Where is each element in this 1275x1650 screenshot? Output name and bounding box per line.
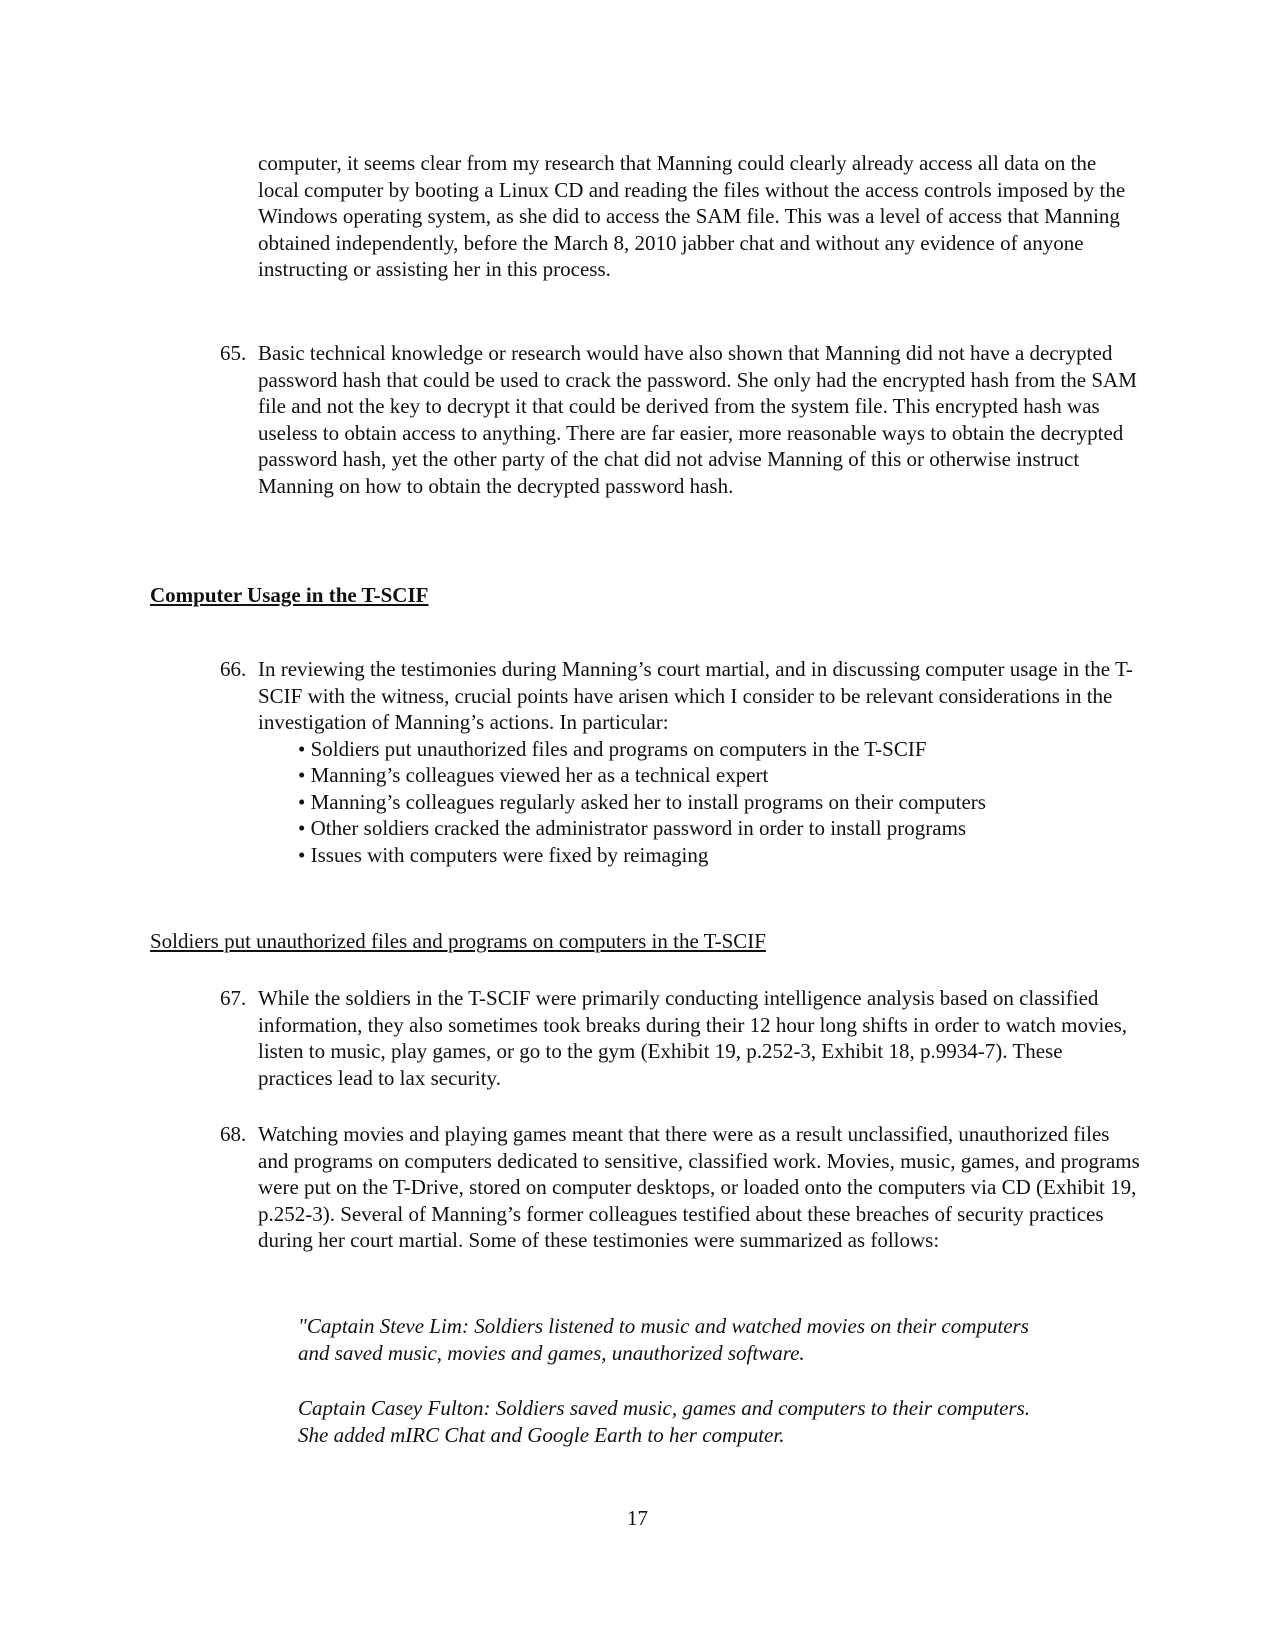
paragraph-body bbox=[258, 656, 1140, 868]
bullet-item: • Other soldiers cracked the administrator password in order to install programs bbox=[298, 816, 967, 840]
paragraph-text: In reviewing the testimonies during Manning’s court martial, and in discussing computer usage in the T-SCIF with the witness, crucial points have arisen which I consider to be relevant considerations in the investigation of Manning’s actions. In particular: bbox=[258, 657, 1133, 734]
numbered-paragraph-67 bbox=[220, 985, 1140, 1091]
bullet-item: • Soldiers put unauthorized files and programs on computers in the T-SCIF bbox=[298, 736, 927, 761]
numbered-paragraph-65 bbox=[220, 340, 1140, 499]
paragraph-number: 65. bbox=[220, 341, 247, 365]
paragraph-text: While the soldiers in the T-SCIF were primarily conducting intelligence analysis based on classified information, they also sometimes took breaks during their 12 hour long shifts in order to watch movies, listen to music, play games, or go to the gym (Exhibit 19, p.252-3, Exhibit 18, p.9934-7). These practices lead to lax security. bbox=[258, 986, 1128, 1090]
continuation-paragraph: computer, it seems clear from my research that Manning could clearly already access all data on the local computer by booting a Linux CD and reading the files without the access controls imposed by the Windows operating system, as she did to access the SAM file. This was a level of access that Manning obtained independently, before the March 8, 2010 jabber chat and without any evidence of anyone instructing or assisting her in this process. bbox=[258, 151, 1126, 281]
testimony-quote: "Captain Steve Lim: Soldiers listened to music and watched movies on their computers and saved music, movies and games, unauthorized software. bbox=[298, 1314, 1029, 1365]
paragraph-number: 67. bbox=[220, 986, 247, 1010]
numbered-paragraph-68 bbox=[220, 1121, 1140, 1254]
paragraph-text: Basic technical knowledge or research would have also shown that Manning did not have a decrypted password hash that could be used to crack the password. She only had the encrypted hash from the SAM file and not the key to decrypt it that could be derived from the system file. This encrypted hash was useless to obtain access to anything. There are far easier, more reasonable ways to obtain the decrypted password hash, yet the other party of the chat did not advise Manning of this or otherwise instruct Manning on how to obtain the decrypted password hash. bbox=[258, 341, 1137, 498]
section-heading: Computer Usage in the T-SCIF bbox=[150, 583, 429, 607]
bullet-item: • Manning’s colleagues regularly asked her to install programs on their computers bbox=[298, 789, 986, 814]
bullet-item: • Issues with computers were fixed by reimaging bbox=[298, 842, 709, 867]
paragraph-number: 66. bbox=[220, 657, 247, 681]
page-number: 17 bbox=[627, 1506, 648, 1530]
subsection-heading: Soldiers put unauthorized files and programs on computers in the T-SCIF bbox=[150, 929, 766, 953]
testimony-quote: Captain Casey Fulton: Soldiers saved music, games and computers to their computers. She added mIRC Chat and Google Earth to her computer. bbox=[298, 1396, 1031, 1447]
paragraph-text: Watching movies and playing games meant that there were as a result unclassified, unauthorized files and programs on computers dedicated to sensitive, classified work. Movies, music, games, and programs were put on the T-Drive, stored on computer desktops, or loaded onto the computers via CD (Exhibit 19, p.252-3). Several of Manning’s former colleagues testified about these breaches of security practices during her court martial. Some of these testimonies were summarized as follows: bbox=[258, 1122, 1140, 1252]
bullet-item: • Manning’s colleagues viewed her as a technical expert bbox=[298, 763, 769, 787]
paragraph-number: 68. bbox=[220, 1122, 247, 1146]
bullet-list bbox=[258, 736, 1140, 869]
numbered-paragraph-66 bbox=[220, 656, 1140, 868]
